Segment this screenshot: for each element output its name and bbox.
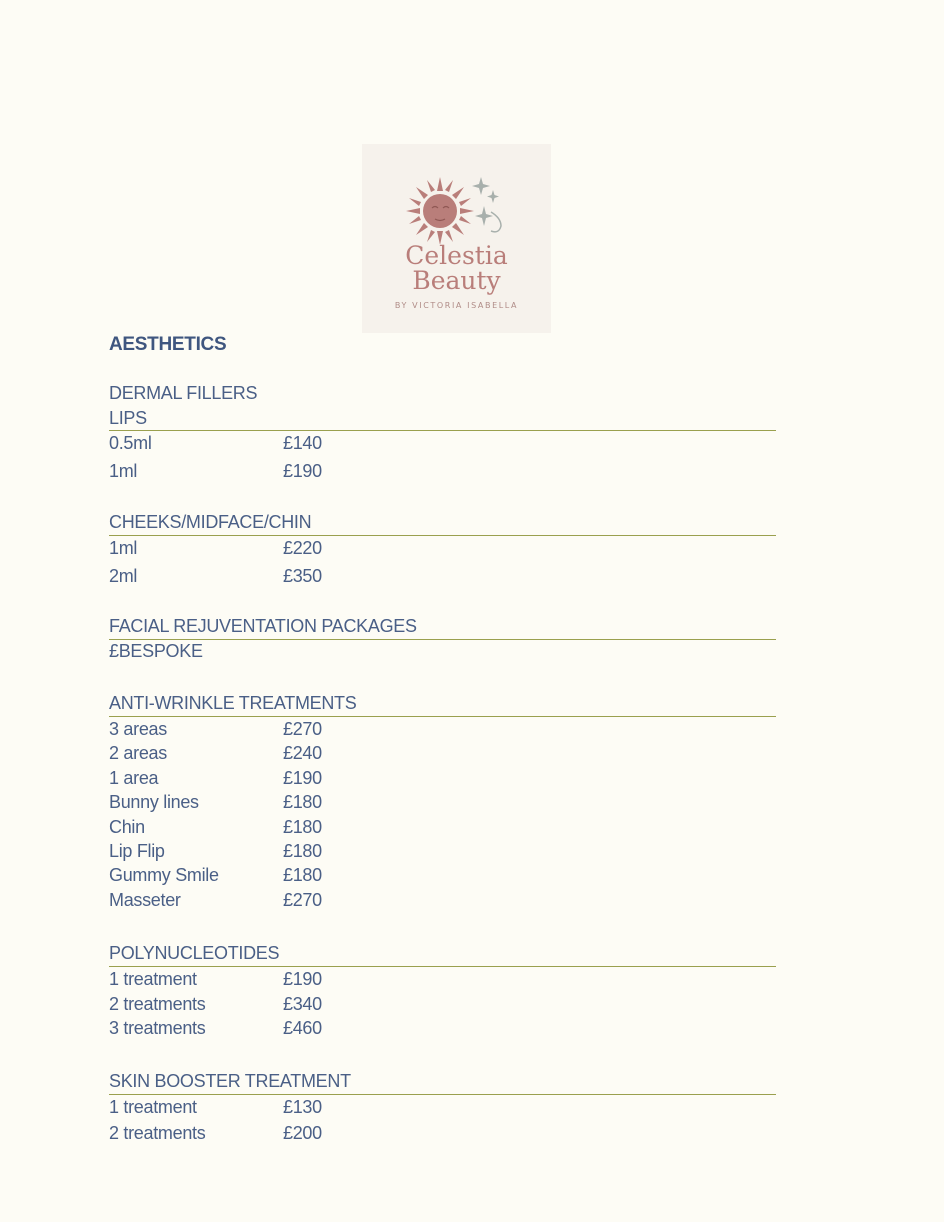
item-price: £270 [283,889,322,910]
item-price: £240 [283,743,322,764]
item-label: Bunny lines [109,792,199,813]
item-price: £340 [283,993,322,1014]
item-price: £270 [283,719,322,739]
section-anti-wrinkle [109,690,776,912]
item-price: £180 [283,865,322,886]
item-label: 1ml [109,461,138,481]
item-price: £130 [283,1097,322,1117]
item-label: Gummy Smile [109,865,219,886]
item-price: £200 [283,1123,322,1143]
price-row [109,1016,776,1041]
price-row [109,564,776,588]
item-label: 2 treatments [109,993,206,1014]
section-skin-booster [109,1068,776,1145]
price-row [109,1121,776,1145]
section-heading: CHEEKS/MIDFACE/CHIN [109,512,312,532]
item-label: 1 treatment [109,969,197,989]
section-heading: POLYNUCLEOTIDES [109,943,280,963]
item-label: 1 area [109,767,159,788]
section-polynucleotides [109,940,776,1041]
item-label: Masseter [109,889,181,910]
sun-icon [362,144,551,244]
item-label: 1 treatment [109,1097,197,1117]
item-price: £220 [283,538,322,558]
logo-line-2: Beauty [412,266,501,295]
item-label: 3 areas [109,719,167,739]
item-label: Chin [109,816,145,837]
item-label: 3 treatments [109,1018,206,1038]
price-row [109,741,776,765]
price-row [109,717,776,741]
logo-tagline: BY VICTORIA ISABELLA [394,301,519,310]
item-price: £180 [283,792,322,813]
price-row [109,1095,776,1119]
price-row [109,790,776,814]
section-dermal-fillers [109,380,776,483]
price-row [109,967,776,992]
section-heading: DERMAL FILLERS [109,383,258,403]
item-price: £350 [283,566,322,586]
subsection-heading: LIPS [109,408,147,428]
item-label: 2 areas [109,743,167,764]
item-price: £180 [283,841,322,862]
item-price: £190 [283,969,322,989]
price-row [109,839,776,863]
section-cheeks [109,509,776,588]
price-row [109,888,776,912]
item-price: £140 [283,433,322,453]
stars-icon [472,177,499,226]
item-label: 2ml [109,566,138,586]
price-row [109,766,776,790]
price-row [109,431,776,455]
item-price: £190 [283,461,322,481]
item-label: 0.5ml [109,433,152,453]
page-title: AESTHETICS [109,334,227,355]
section-facial-rejuvenation [109,613,776,662]
section-heading: SKIN BOOSTER TREATMENT [109,1071,351,1091]
bespoke-note: £BESPOKE [109,641,203,661]
item-label: Lip Flip [109,841,165,862]
section-heading: FACIAL REJUVENTATION PACKAGES [109,616,417,636]
item-label: 1ml [109,538,138,558]
price-row [109,459,776,483]
brand-logo [362,144,551,333]
price-row [109,992,776,1017]
item-price: £190 [283,767,322,788]
price-row [109,815,776,839]
item-price: £180 [283,816,322,837]
item-price: £460 [283,1018,322,1038]
price-row [109,536,776,560]
price-row [109,863,776,887]
section-heading: ANTI-WRINKLE TREATMENTS [109,693,357,713]
item-label: 2 treatments [109,1123,206,1143]
logo-line-1: Celestia [405,241,508,270]
